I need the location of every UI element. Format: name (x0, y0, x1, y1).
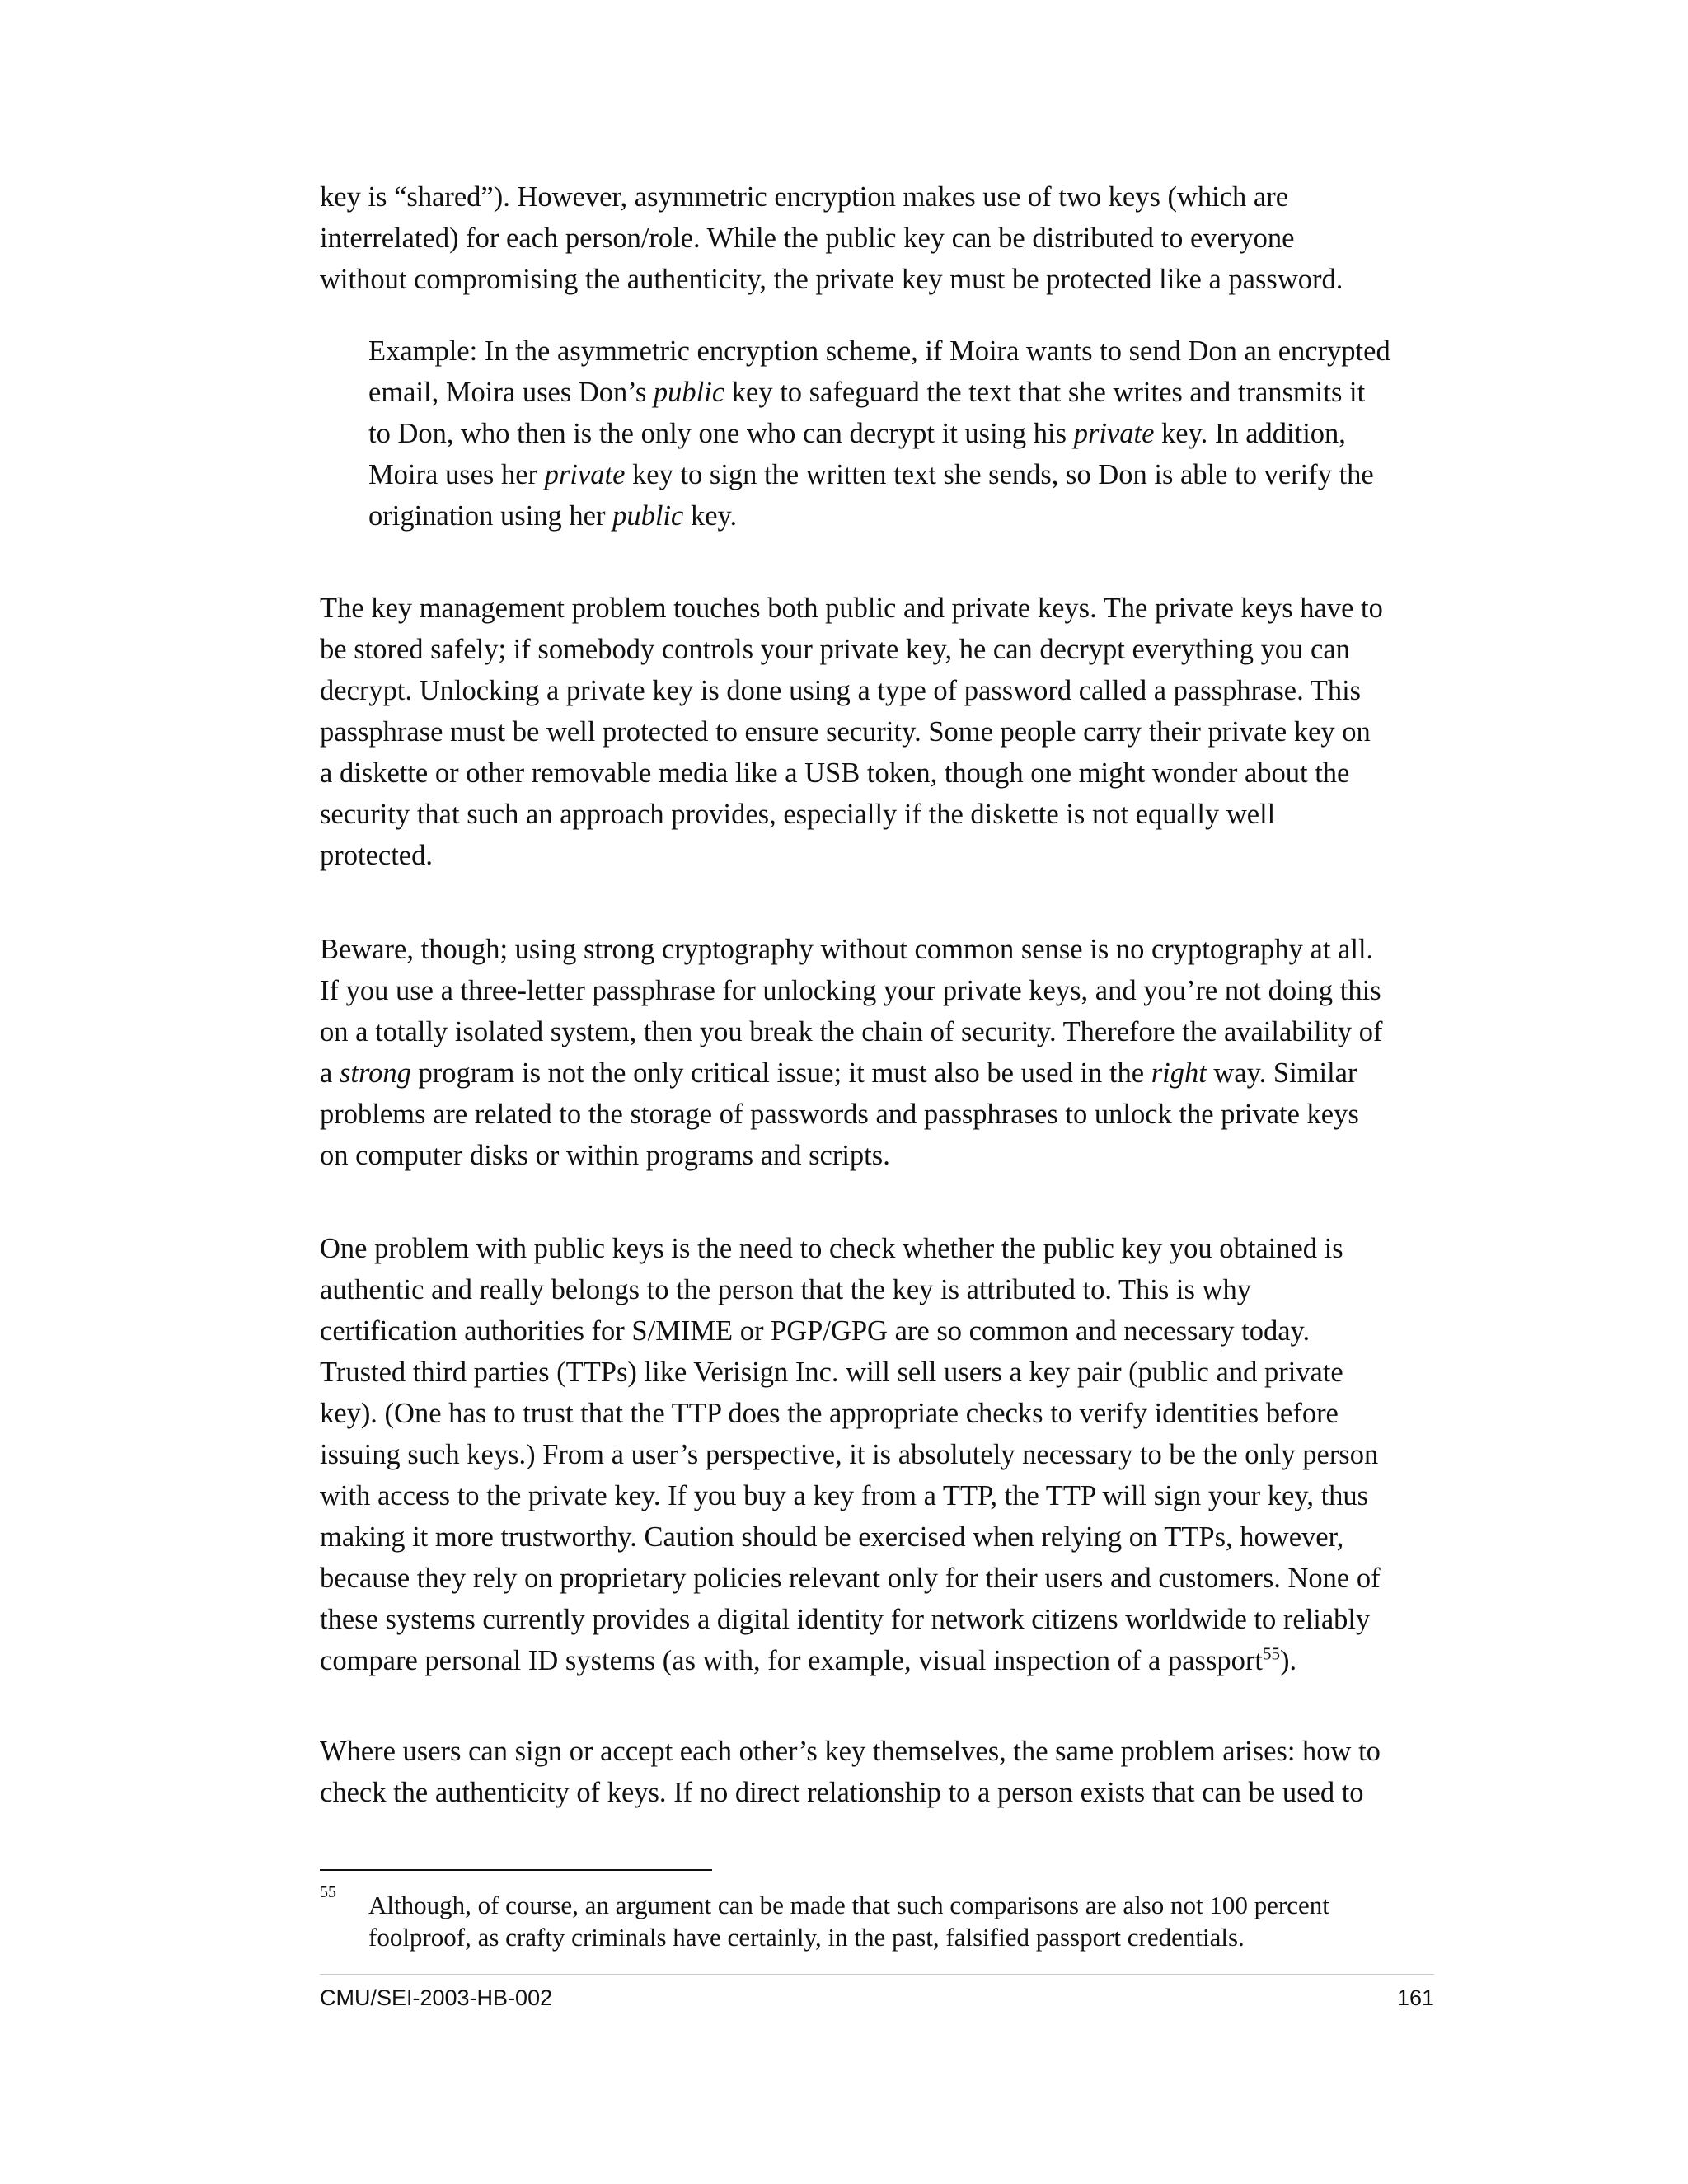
text-line: problems are related to the storage of passwords and passphrases to unlock the private keys (320, 1099, 1359, 1130)
text-line: compare personal ID systems (as with, for example, visual inspection of a passport$^{55}$). (320, 1643, 1297, 1676)
text-line: be stored safely; if somebody controls your private key, he can decrypt everything you can (320, 634, 1350, 665)
paragraph-5 (320, 1228, 1457, 1681)
footnote-reference[interactable]: 55 (1262, 1643, 1280, 1664)
text-line: making it more trustworthy. Caution should be exercised when relying on TTPs, however, (320, 1521, 1344, 1553)
text-line: issuing such keys.) From a user’s perspective, it is absolutely necessary to be the only person (320, 1439, 1379, 1470)
text-line: interrelated) for each person/role. While the public key can be distributed to everyone (320, 223, 1295, 254)
text-line: authentic and really belongs to the person that the key is attributed to. This is why (320, 1274, 1251, 1305)
text-line: decrypt. Unlocking a private key is done using a type of password called a passphrase. This (320, 675, 1362, 706)
footnote-text (368, 1889, 1456, 1953)
text-line: If you use a three-letter passphrase for unlocking your private keys, and you’re not doing this (320, 975, 1381, 1006)
text-line: a diskette or other removable media like a USB token, though one might wonder about the (320, 757, 1350, 789)
text-line: One problem with public keys is the need to check whether the public key you obtained is (320, 1233, 1343, 1264)
text-line: Example: In the asymmetric encryption scheme, if Moira wants to send Don an encrypted (368, 335, 1390, 367)
text-line: origination using her public key. (368, 500, 738, 532)
text-line: certification authorities for S/MIME or PGP/GPG are so common and necessary today. (320, 1315, 1311, 1347)
text-line: Although, of course, an argument can be made that such comparisons are also not 100 percent (368, 1891, 1329, 1919)
footer-divider (320, 1974, 1434, 1975)
text-line: because they rely on proprietary policies relevant only for their users and customers. None of (320, 1563, 1381, 1594)
document-id: CMU/SEI-2003-HB-002 (320, 1985, 553, 2010)
text-line: Where users can sign or accept each other’s key themselves, the same problem arises: how to (320, 1736, 1381, 1767)
text-line: on a totally isolated system, then you break the chain of security. Therefore the availability of (320, 1016, 1383, 1047)
text-line: foolproof, as crafty criminals have certainly, in the past, falsified passport credentials. (368, 1923, 1245, 1952)
paragraph-4 (320, 929, 1457, 1176)
text-line: Moira uses her private key to sign the written text she sends, so Don is able to verify the (368, 459, 1374, 490)
text-line: check the authenticity of keys. If no direct relationship to a person exists that can be used to (320, 1777, 1364, 1808)
text-line: The key management problem touches both public and private keys. The private keys have to (320, 593, 1383, 624)
text-line: protected. (320, 840, 433, 871)
text-line: Beware, though; using strong cryptography without common sense is no cryptography at all. (320, 934, 1374, 965)
footnote-divider (320, 1869, 712, 1871)
text-line: Trusted third parties (TTPs) like Verisign Inc. will sell users a key pair (public and private (320, 1357, 1343, 1388)
text-line: with access to the private key. If you buy a key from a TTP, the TTP will sign your key, thus (320, 1480, 1369, 1511)
text-line: these systems currently provides a digital identity for network citizens worldwide to reliably (320, 1604, 1371, 1635)
text-line: key). (One has to trust that the TTP does the appropriate checks to verify identities before (320, 1398, 1339, 1429)
text-line: email, Moira uses Don’s public key to safeguard the text that she writes and transmits it (368, 377, 1366, 408)
text-line: to Don, who then is the only one who can decrypt it using his private key. In addition, (368, 418, 1346, 449)
footnote-number: 55 (320, 1883, 336, 1901)
text-line: security that such an approach provides, especially if the diskette is not equally well (320, 799, 1276, 830)
text-line: key is “shared”). However, asymmetric encryption makes use of two keys (which are (320, 181, 1289, 213)
paragraph-1 (320, 176, 1457, 300)
text-line: without compromising the authenticity, the private key must be protected like a password. (320, 264, 1343, 295)
text-line: passphrase must be well protected to ensure security. Some people carry their private key on (320, 716, 1371, 748)
text-line: a strong program is not the only critical issue; it must also be used in the right way. Similar (320, 1057, 1357, 1089)
paragraph-6 (320, 1731, 1457, 1813)
text-line: on computer disks or within programs and scripts. (320, 1140, 890, 1171)
paragraph-3 (320, 588, 1457, 876)
example-paragraph (368, 330, 1456, 537)
page-number: 161 (1396, 1985, 1434, 2010)
